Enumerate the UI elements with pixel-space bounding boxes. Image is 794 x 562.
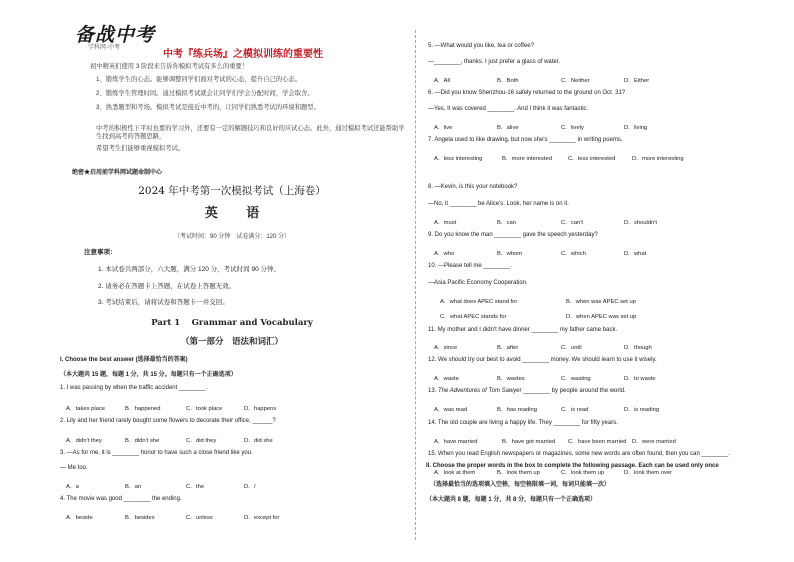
- answer-option: C．have been married: [568, 439, 627, 445]
- banner-title: 中考『练兵场』之模拟训练的重要性: [163, 49, 323, 60]
- question-stem: 4. The movie was good ________ the ending.: [60, 496, 182, 502]
- answer-option: A．takes place: [66, 406, 105, 412]
- answer-option: A．a: [66, 484, 79, 490]
- question-stem: —________, thanks. I just prefer a glass of water.: [428, 59, 561, 65]
- question-stem: —Yes. It was covered ________. And I think it was fantastic.: [428, 106, 589, 112]
- question-stem: 2. Lily and her friend rarely bought some flowers to decorate their office, ______?: [60, 418, 276, 424]
- answer-option: C．which: [561, 251, 586, 257]
- intro-line: 2、锻炼学生管理时间。通过模拟考试就会让同学们学会分配时间，学会取舍。: [96, 90, 314, 97]
- answer-option: B．more interested: [502, 156, 552, 162]
- answer-option: D．except for: [244, 515, 280, 521]
- answer-option: D．more interesting: [632, 156, 684, 162]
- section2-heading: II. Choose the proper words in the box to complete the following passage. Each can be used only once: [426, 463, 719, 469]
- answer-option: D．happens: [244, 406, 277, 412]
- note-item: 1. 本试卷共两部分，六大题，满分 120 分，考试时间 90 分钟。: [98, 266, 281, 273]
- intro-line: 1、锻炼学生的心态。能够调整同学们面对考试的心态，提升自己的心态。: [96, 76, 302, 83]
- logo-text: 备战中考: [75, 24, 156, 46]
- question-text: ________ by people around the world.: [521, 388, 626, 394]
- answer-option: D．shouldn't: [624, 220, 658, 226]
- answer-option: D．were married: [632, 439, 676, 445]
- answer-option: D．to waste: [624, 376, 656, 382]
- book-title: The Adventures of Tom Sawyer: [438, 388, 522, 394]
- question-stem: 12. We should try our best to avoid ________ money. We should learn to use it wisely.: [428, 357, 657, 363]
- answer-option: C．the: [186, 484, 205, 490]
- intro-line: 初中精英们使用 3 阶段来告诉你模拟考试有多么的重要！: [90, 63, 249, 70]
- answer-option: D．when APEC was set up: [566, 314, 637, 320]
- answer-option: A．less interesting: [434, 156, 483, 162]
- exam-title: 2024 年中考第一次模拟考试（上海卷）: [138, 185, 326, 197]
- section1-heading: I. Choose the best answer (选择最恰当的答案): [60, 357, 188, 363]
- answer-option: C．wasting: [561, 376, 591, 382]
- answer-option: B．look them up: [497, 470, 540, 476]
- answer-option: A．since: [434, 345, 458, 351]
- answer-option: D．/: [244, 484, 256, 490]
- answer-option: B．Both: [497, 78, 519, 84]
- part-subtitle: （第一部分 语法和词汇）: [180, 337, 283, 347]
- intro-line: 中考的积极性下平时也要的学习外，还要有一定的解题技巧和良好的应试心态。此外，通过模拟考试还能帮助学生找到高考的答题思路，: [96, 125, 405, 140]
- note-item: 3. 考试结束后，请将试卷和答题卡一并交回。: [98, 299, 229, 306]
- intro-line: 3、熟悉题型和考场。模拟考试是接近中考的，让同学们熟悉考试的环境和题型。: [96, 104, 320, 111]
- answer-option: B．has reading: [497, 407, 537, 413]
- answer-option: C．can't: [561, 220, 584, 226]
- section2-note: （本大题共 8 题，每题 1 分，共 8 分，每题只有一个正确选项）: [426, 497, 597, 503]
- answer-option: D．Either: [624, 78, 650, 84]
- answer-option: A．didn't they: [66, 438, 102, 444]
- question-stem: —No, it ________ be Alice's. Look, her name is on it.: [428, 201, 569, 207]
- answer-option: A．All: [434, 78, 451, 84]
- question-stem: 1. I was passing by when the traffic accident ________.: [60, 385, 208, 391]
- intro-line: 希望考生们能够重视模拟考试。: [96, 145, 185, 152]
- answer-option: C．is read: [561, 407, 589, 413]
- answer-option: D．living: [624, 125, 648, 131]
- answer-option: B．alive: [497, 125, 519, 131]
- secret-line: 绝密★启用前学科网试题命制中心: [72, 170, 163, 176]
- answer-option: A．have married: [434, 439, 478, 445]
- column-divider: [415, 30, 417, 540]
- answer-option: D．look them over: [624, 470, 673, 476]
- answer-option: C．did they: [186, 438, 217, 444]
- question-stem: [428, 388, 626, 394]
- answer-option: B．whom: [497, 251, 523, 257]
- answer-option: A．what does APEC stand for: [440, 299, 518, 305]
- answer-option: D．is reading: [624, 407, 660, 413]
- answer-option: A．was read: [434, 407, 468, 413]
- answer-option: A．must: [434, 220, 457, 226]
- notes-heading: 注意事项：: [84, 249, 117, 256]
- section2-sub: （选择最恰当的选项填入空格，每空格限填一词，每词只能填一次）: [430, 482, 611, 488]
- answer-option: B．didn't she: [125, 438, 160, 444]
- question-stem: 10. —Please tell me ________.: [428, 263, 512, 269]
- answer-option: A．waste: [434, 376, 459, 382]
- answer-option: B．an: [125, 484, 142, 490]
- subject-title: 英 语: [204, 206, 272, 221]
- answer-option: B．wastes: [497, 376, 525, 382]
- section1-note: （本大题共 15 题，每题 1 分，共 15 分。每题只有一个正确选项）: [60, 372, 237, 378]
- answer-option: C．look them up: [561, 470, 605, 476]
- time-note: （考试时间：90 分钟 试卷满分：120 分）: [173, 234, 291, 240]
- answer-option: B．happened: [125, 406, 161, 412]
- answer-option: D．what: [624, 251, 647, 257]
- part-title: Part 1 Grammar and Vocabulary: [151, 318, 313, 328]
- question-number: 13.: [428, 388, 439, 394]
- answer-option: A．beside: [66, 515, 93, 521]
- answer-option: B．can: [497, 220, 517, 226]
- question-stem: 5. —What would you like, tea or coffee?: [428, 43, 534, 49]
- answer-option: C．unless: [186, 515, 213, 521]
- answer-option: B．have got married: [502, 439, 556, 445]
- answer-option: B．besides: [125, 515, 155, 521]
- answer-option: A．look at them: [434, 470, 476, 476]
- answer-option: C．less interested: [568, 156, 616, 162]
- logo-subtext: 学科网·中考: [88, 45, 120, 51]
- question-stem: 15. When you read English newspapers or magazines, some new words are often found, then you can ________.: [428, 451, 730, 457]
- answer-option: C．Neither: [561, 78, 590, 84]
- answer-option: C．lively: [561, 125, 584, 131]
- answer-option: D．though: [624, 345, 652, 351]
- answer-option: D．did she: [244, 438, 273, 444]
- question-stem: — Me too.: [60, 465, 88, 471]
- question-stem: 14. The old couple are living a happy life. They ________ for fifty years.: [428, 420, 618, 426]
- question-stem: 3. —As for me, it is ________ honor to have such a close friend like you.: [60, 450, 253, 456]
- answer-option: C．until: [561, 345, 582, 351]
- answer-option: B．after: [497, 345, 519, 351]
- question-stem: 11. My mother and I didn't have dinner ________ my father came back.: [428, 327, 618, 333]
- answer-option: B．when was APEC set up: [566, 299, 636, 305]
- question-stem: 6. —Did you know Shenzhou-16 safely returned to the ground on Oct. 31?: [428, 90, 626, 96]
- question-stem: 9. Do you know the man ________ gave the speech yesterday?: [428, 232, 598, 238]
- note-item: 2. 请务必在答题卡上答题，在试卷上答题无效。: [98, 283, 236, 290]
- question-stem: 7. Angela used to like drawing, but now she's ________ in writing poems.: [428, 137, 623, 143]
- answer-option: C．took place: [186, 406, 223, 412]
- answer-option: A．live: [434, 125, 453, 131]
- answer-option: C．what APEC stands for: [440, 314, 507, 320]
- question-stem: —Asia Pacific Economy Cooperation.: [428, 280, 528, 286]
- question-stem: 8. —Kevin, is this your notebook?: [428, 184, 518, 190]
- answer-option: A．who: [434, 251, 455, 257]
